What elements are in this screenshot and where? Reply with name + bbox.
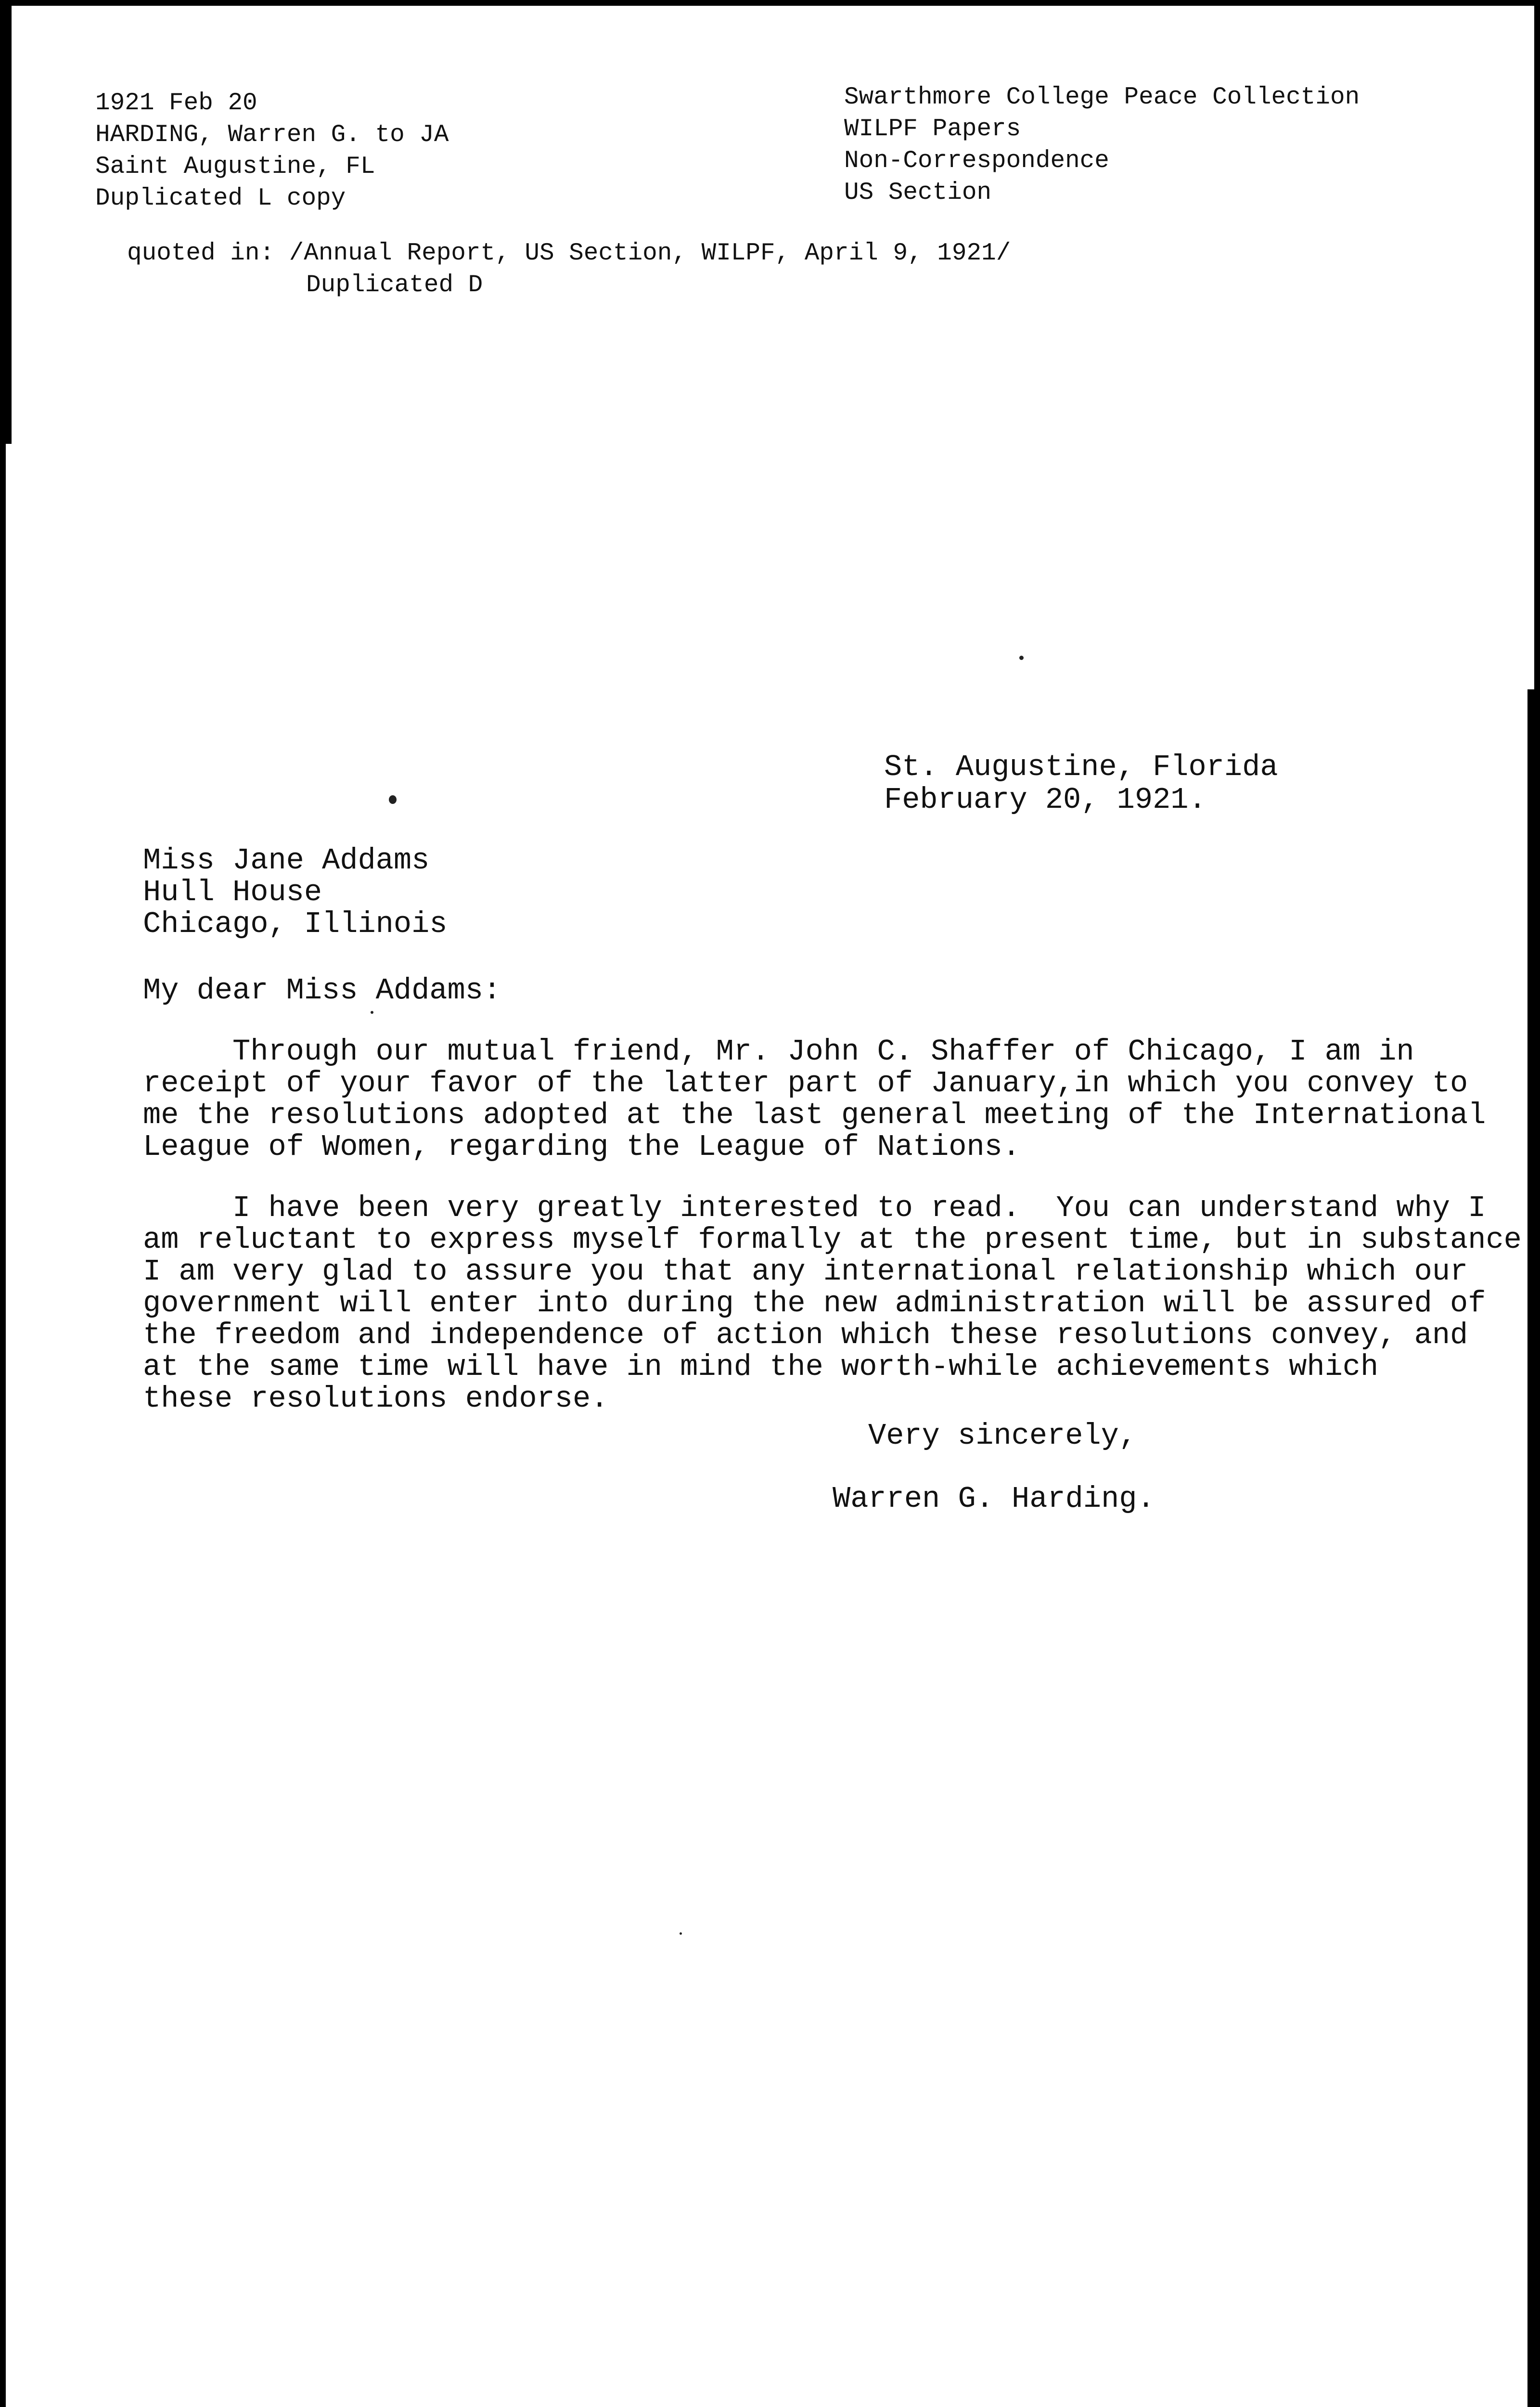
archive-header-left — [95, 88, 449, 215]
scan-edge-right — [1527, 689, 1534, 2407]
letter-closing: Very sincerely, — [868, 1419, 1137, 1453]
archive-header-right — [844, 82, 1360, 209]
paragraph-2-line: am reluctant to express myself formally at the present time, but in substance — [143, 1223, 1522, 1257]
scan-speck — [680, 1932, 682, 1935]
archive-copy-type: Duplicated L copy — [95, 185, 346, 212]
letter-paragraph-1 — [143, 1036, 1486, 1163]
letter-date: February 20, 1921. — [884, 783, 1206, 817]
scan-speck — [389, 795, 397, 804]
letter-place-date — [884, 751, 1278, 816]
addressee-name: Miss Jane Addams — [143, 843, 430, 878]
document-page — [6, 6, 1534, 2407]
letter-salutation: My dear Miss Addams: — [143, 973, 501, 1008]
paragraph-1-line: League of Women, regarding the League of Nations. — [143, 1130, 1021, 1164]
quoted-duplicated-line: Duplicated D — [306, 272, 483, 299]
scan-speck — [1019, 656, 1024, 660]
quoted-in-note — [127, 238, 1011, 301]
archive-series: Non-Correspondence — [844, 147, 1109, 175]
paragraph-2-line: the freedom and independence of action which these resolutions convey, and — [143, 1318, 1468, 1352]
paragraph-2-line: I am very glad to assure you that any international relationship which our — [143, 1255, 1468, 1289]
paragraph-2-line: government will enter into during the new administration will be assured of — [143, 1286, 1486, 1320]
addressee-institution: Hull House — [143, 875, 322, 909]
quoted-in-line: quoted in: /Annual Report, US Section, WILPF, April 9, 1921/ — [127, 240, 1011, 267]
paragraph-1-line: receipt of your favor of the latter part of January,in which you convey to — [143, 1066, 1468, 1100]
paragraph-2-line: I have been very greatly interested to read. You can understand why I — [143, 1191, 1486, 1225]
letter-paragraph-2 — [143, 1192, 1522, 1415]
paragraph-1-line: Through our mutual friend, Mr. John C. Shaffer of Chicago, I am in — [143, 1035, 1414, 1069]
paragraph-2-line: these resolutions endorse. — [143, 1382, 609, 1416]
archive-section: US Section — [844, 179, 992, 207]
archive-location: Saint Augustine, FL — [95, 153, 375, 181]
archive-date: 1921 Feb 20 — [95, 90, 257, 117]
archive-correspondents: HARDING, Warren G. to JA — [95, 121, 449, 149]
paragraph-1-line: me the resolutions adopted at the last general meeting of the International — [143, 1098, 1486, 1132]
letter-addressee — [143, 845, 448, 940]
scan-edge-left — [6, 6, 12, 444]
archive-papers: WILPF Papers — [844, 116, 1021, 143]
letter-place: St. Augustine, Florida — [884, 750, 1278, 784]
scan-speck — [371, 1011, 373, 1014]
addressee-city: Chicago, Illinois — [143, 907, 448, 941]
archive-collection: Swarthmore College Peace Collection — [844, 84, 1360, 111]
paragraph-2-line: at the same time will have in mind the worth-while achievements which — [143, 1350, 1379, 1384]
letter-signature: Warren G. Harding. — [833, 1482, 1155, 1516]
